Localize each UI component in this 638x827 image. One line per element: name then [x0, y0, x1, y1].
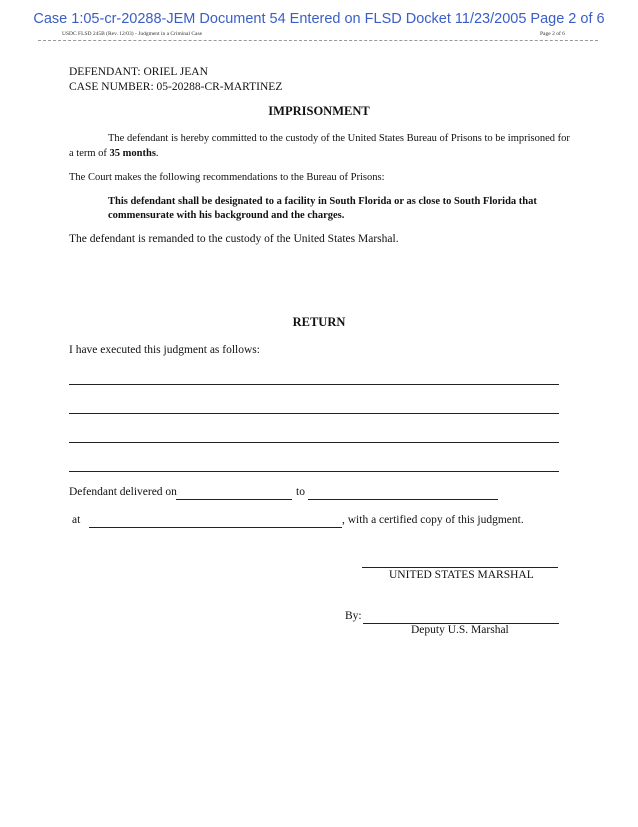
recommend-intro: The Court makes the following recommendations to the Bureau of Prisons:	[69, 172, 385, 183]
commit-text-line2: a term of 35 months.	[69, 148, 159, 159]
form-page: Page 2 of 6	[540, 31, 565, 37]
marshal-signature-line[interactable]	[362, 567, 558, 568]
at-label: at	[72, 514, 81, 526]
to-label: to	[296, 486, 305, 498]
delivered-on-label: Defendant delivered on	[69, 486, 177, 498]
executed-text: I have executed this judgment as follows:	[69, 344, 260, 356]
execution-line-4[interactable]	[69, 471, 559, 472]
recommend-line2: commensurate with his background and the charges.	[108, 210, 345, 221]
defendant-name: DEFENDANT: ORIEL JEAN	[69, 66, 208, 78]
execution-line-1[interactable]	[69, 384, 559, 385]
delivered-on-date-field[interactable]	[176, 499, 292, 500]
case-number: CASE NUMBER: 05-20288-CR-MARTINEZ	[69, 81, 283, 93]
term-length: 35 months	[109, 148, 156, 159]
execution-line-2[interactable]	[69, 413, 559, 414]
recommend-line1: This defendant shall be designated to a facility in South Florida or as close to South Florida that	[108, 196, 537, 207]
imprisonment-heading: IMPRISONMENT	[268, 104, 370, 118]
commit-text-line1: The defendant is hereby committed to the custody of the United States Bureau of Prisons to be imprisoned for	[108, 133, 570, 144]
execution-line-3[interactable]	[69, 442, 559, 443]
remand-text: The defendant is remanded to the custody of the United States Marshal.	[69, 233, 399, 245]
marshal-title: UNITED STATES MARSHAL	[389, 569, 534, 581]
ecf-header: Case 1:05-cr-20288-JEM Document 54 Entered on FLSD Docket 11/23/2005 Page 2 of 6	[33, 11, 605, 27]
by-label: By:	[345, 610, 362, 622]
return-heading: RETURN	[292, 315, 346, 329]
header-rule	[38, 40, 598, 41]
at-location-field[interactable]	[89, 527, 342, 528]
deputy-title: Deputy U.S. Marshal	[411, 624, 509, 636]
delivered-to-field[interactable]	[308, 499, 498, 500]
certified-copy-text: , with a certified copy of this judgment.	[342, 514, 524, 526]
form-id: USDC FLSD 245B (Rev. 12/03) - Judgment in a Criminal Case	[62, 31, 203, 37]
